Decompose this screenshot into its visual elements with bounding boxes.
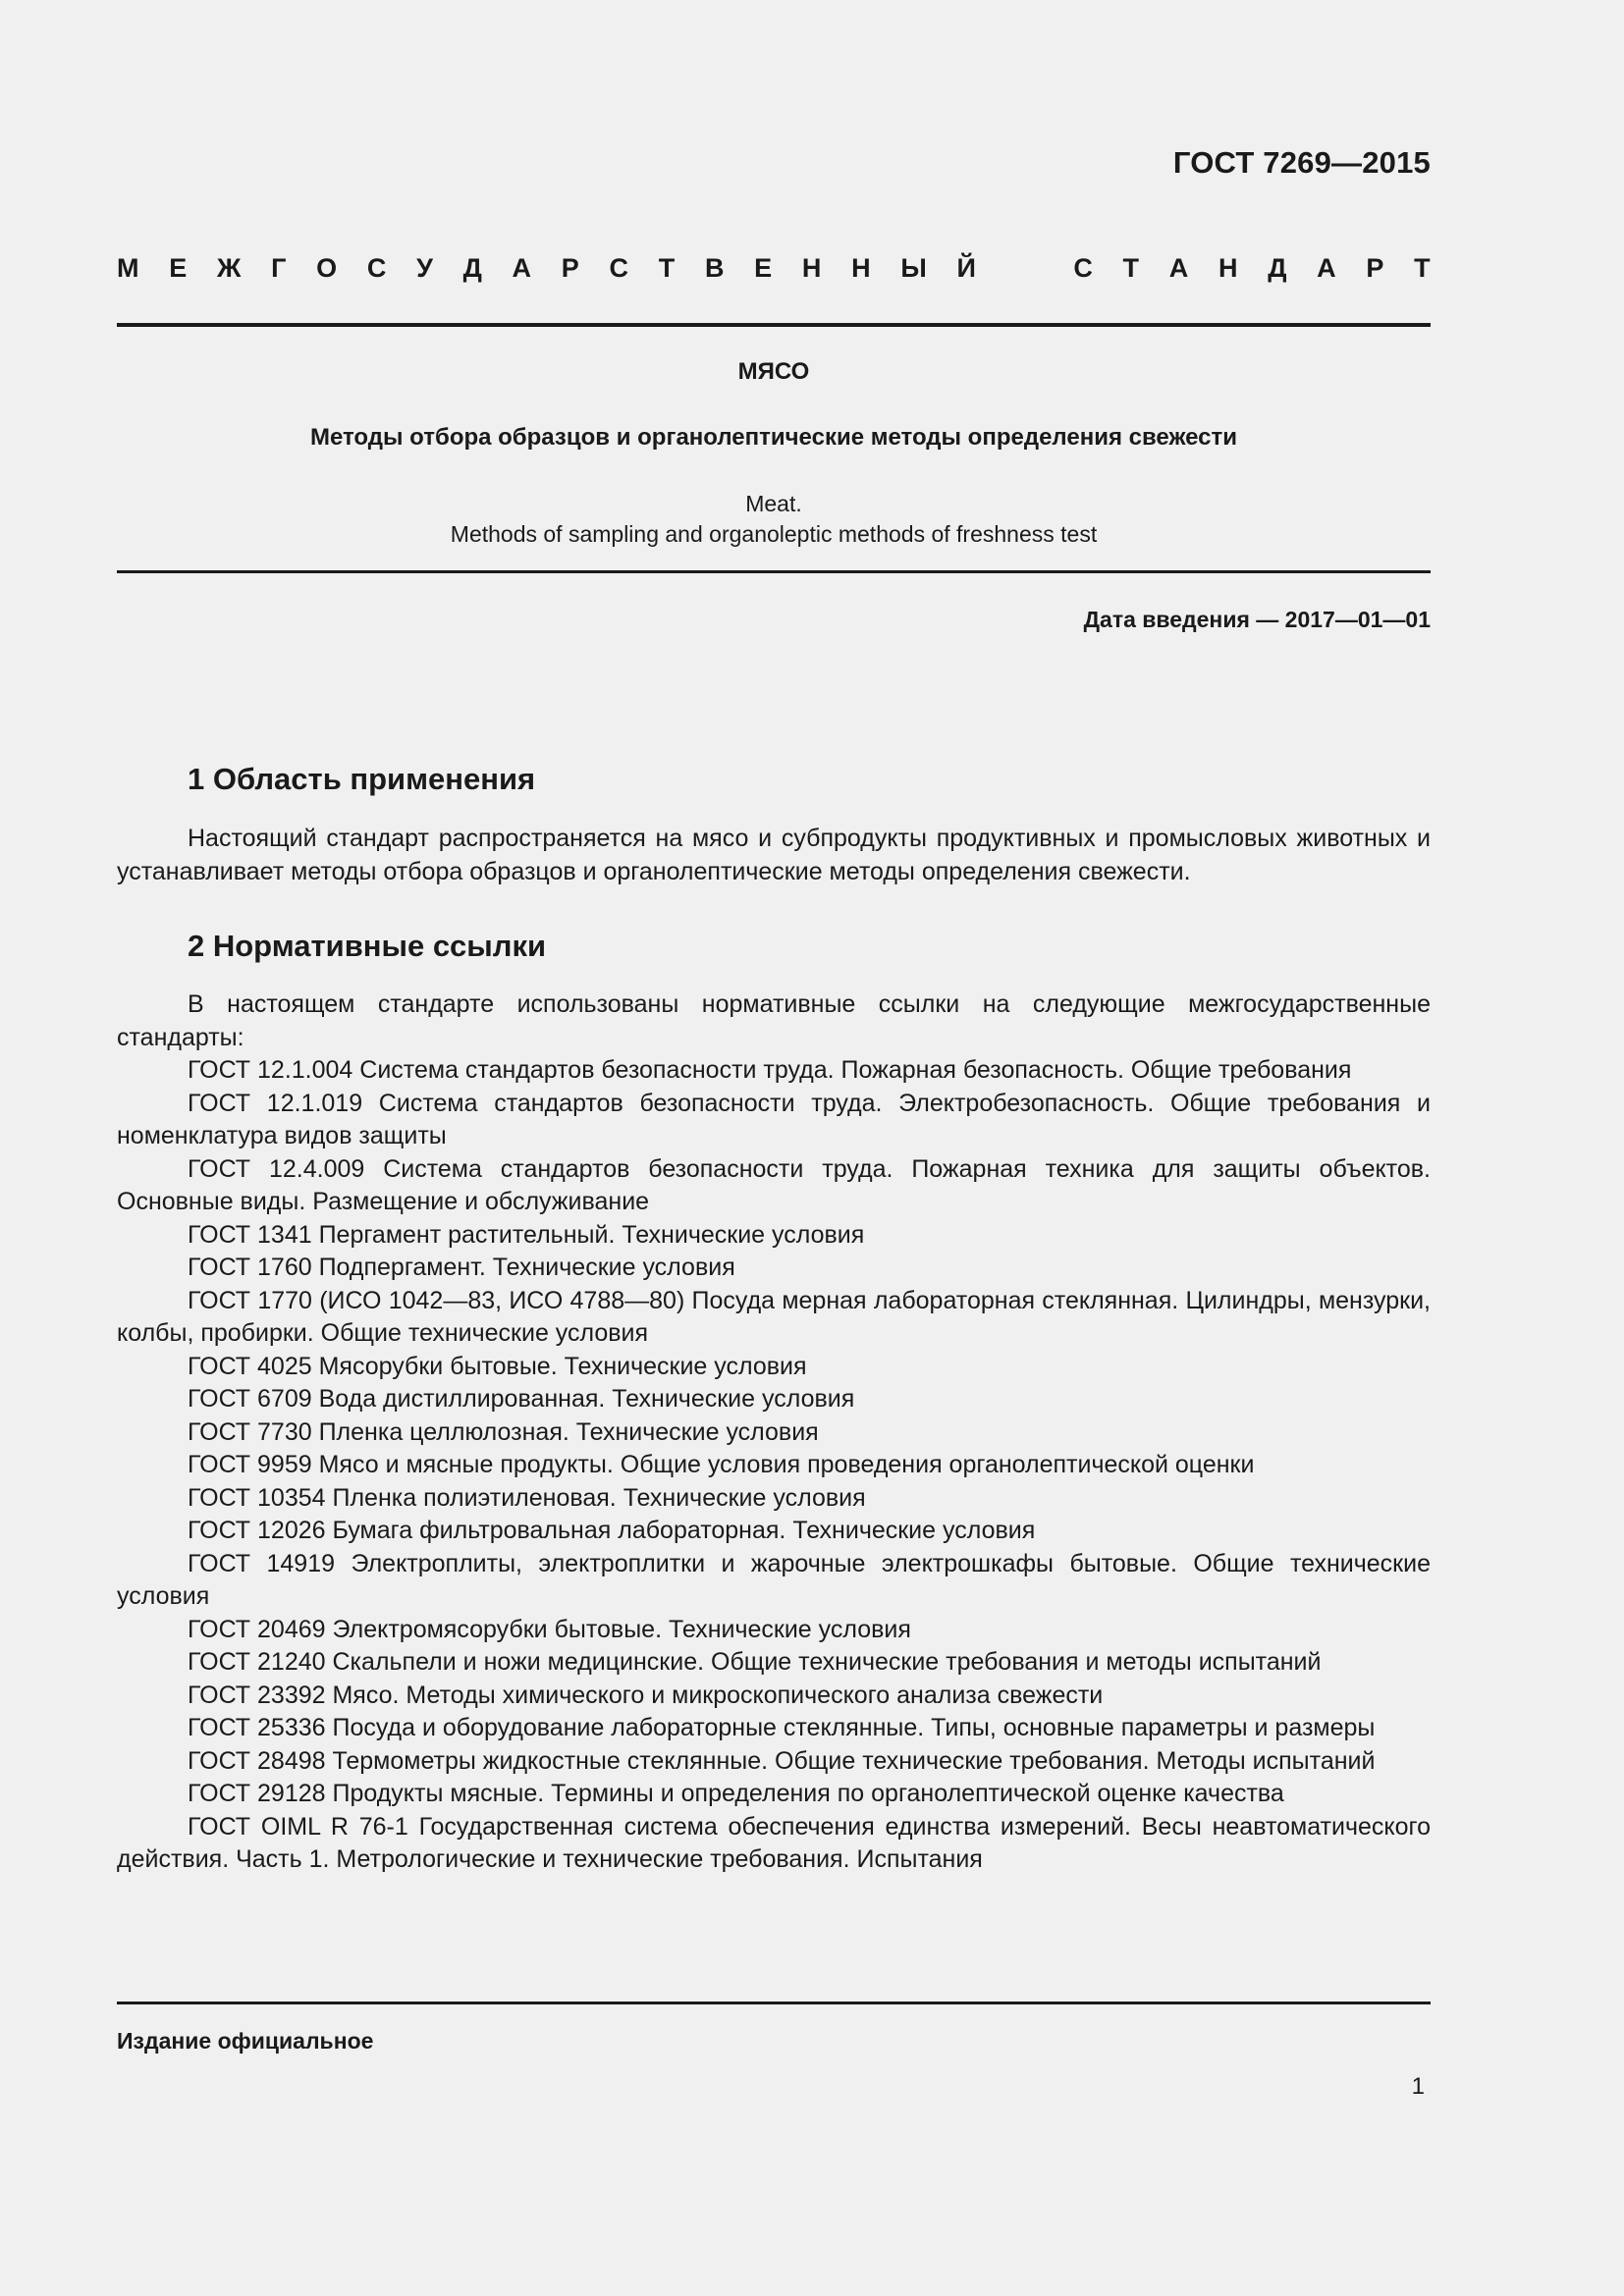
- introduction-date: Дата введения — 2017—01—01: [1083, 607, 1431, 632]
- list-item: ГОСТ 4025 Мясорубки бытовые. Технические условия: [188, 1352, 807, 1380]
- standard-type-letter: А: [512, 253, 532, 283]
- standard-type-letter: А: [1168, 253, 1189, 283]
- section-paragraph: Настоящий стандарт распространяется на мясо и субпродукты продуктивных и промысловых животных и устанавливает методы отбора образцов и органолептические методы определения свежести.: [117, 825, 1431, 885]
- document-page: [117, 0, 1431, 2296]
- list-item: ГОСТ 1341 Пергамент растительный. Технические условия: [188, 1220, 865, 1249]
- list-item: ГОСТ 29128 Продукты мясные. Термины и определения по органолептической оценке качества: [188, 1780, 1284, 1807]
- standard-type-letter: С: [609, 253, 628, 283]
- section-heading: 2 Нормативные ссылки: [188, 929, 547, 963]
- section-heading: 1 Область применения: [188, 762, 536, 796]
- standard-type-letter: В: [704, 253, 725, 283]
- top-divider: [117, 323, 1431, 327]
- edition-label: Издание официальное: [117, 2028, 374, 2054]
- standard-type-letter: Р: [561, 253, 579, 283]
- list-item: ГОСТ 9959 Мясо и мясные продукты. Общие условия проведения органолептической оценки: [188, 1451, 1255, 1478]
- standard-type-letter: У: [416, 253, 433, 283]
- list-item: ГОСТ 12.1.019 Система стандартов безопасности труда. Электробезопасность. Общие требования и номенклатура видов защиты: [117, 1089, 1431, 1149]
- list-item: ГОСТ 28498 Термометры жидкостные стеклянные. Общие технические требования. Методы испытаний: [188, 1746, 1376, 1775]
- standard-type-letter: Н: [851, 253, 871, 283]
- standard-type-letter: С: [366, 253, 387, 283]
- standard-type-letter: Д: [1268, 253, 1287, 283]
- list-item: ГОСТ 1770 (ИСО 1042—83, ИСО 4788—80) Посуда мерная лабораторная стеклянная. Цилиндры, мензурки, колбы, пробирки. Общие технические условия: [117, 1286, 1431, 1347]
- list-item: ГОСТ 20469 Электромясорубки бытовые. Технические условия: [188, 1615, 911, 1643]
- list-item: ГОСТ 21240 Скальпели и ножи медицинские. Общие технические требования и методы испытаний: [188, 1648, 1322, 1676]
- normative-references-list: [117, 988, 1431, 1877]
- list-item: ГОСТ 23392 Мясо. Методы химического и микроскопического анализа свежести: [188, 1681, 1104, 1709]
- list-item: ГОСТ 25336 Посуда и оборудование лабораторные стеклянные. Типы, основные параметры и размеры: [188, 1714, 1376, 1741]
- standard-type-letter: Т: [658, 253, 676, 283]
- list-item: ГОСТ 12.4.009 Система стандартов безопасности труда. Пожарная техника для защиты объектов. Основные виды. Размещение и обслуживание: [117, 1154, 1431, 1215]
- list-item: ГОСТ 14919 Электроплиты, электроплитки и жарочные электрошкафы бытовые. Общие технические условия: [117, 1549, 1431, 1610]
- standard-type-letter: Т: [1122, 253, 1140, 283]
- standard-type-letter: Н: [1218, 253, 1238, 283]
- standard-type-heading: [117, 253, 1431, 284]
- list-item: ГОСТ 7730 Пленка целлюлозная. Технические условия: [188, 1417, 819, 1446]
- standard-type-letter: О: [316, 253, 338, 283]
- title-divider: [117, 570, 1431, 573]
- list-item: ГОСТ OIML R 76-1 Государственная система обеспечения единства измерений. Весы неавтоматического действия. Часть 1. Метрологические и технические требования. Испытания: [117, 1812, 1431, 1873]
- standard-type-letter: Ы: [900, 253, 927, 283]
- english-title-line: Methods of sampling and organoleptic methods of freshness test: [450, 521, 1098, 547]
- standard-type-letter: Ж: [216, 253, 242, 283]
- list-item: ГОСТ 1760 Подпергамент. Технические условия: [188, 1254, 735, 1281]
- standard-type-letter: Е: [169, 253, 188, 283]
- standard-type-letter: М: [117, 253, 139, 283]
- standard-type-letter: Д: [462, 253, 482, 283]
- footer-divider: [117, 2002, 1431, 2004]
- list-item: ГОСТ 12.1.004 Система стандартов безопасности труда. Пожарная безопасность. Общие требования: [188, 1056, 1352, 1084]
- list-item: В настоящем стандарте использованы нормативные ссылки на следующие межгосударственные стандарты:: [117, 990, 1431, 1051]
- standard-type-word-gap: [1006, 253, 1044, 284]
- standard-type-letter: Г: [271, 253, 287, 283]
- standard-type-letter: А: [1317, 253, 1336, 283]
- standard-type-letter: Р: [1366, 253, 1384, 283]
- standard-type-letter: Т: [1414, 253, 1431, 283]
- english-title-line: Meat.: [745, 491, 802, 516]
- standard-type-letter: Е: [754, 253, 773, 283]
- english-title: [117, 489, 1431, 550]
- page-number: 1: [1411, 2073, 1425, 2100]
- list-item: ГОСТ 12026 Бумага фильтровальная лабораторная. Технические условия: [188, 1517, 1036, 1544]
- document-code: ГОСТ 7269—2015: [1172, 145, 1431, 180]
- standard-type-letter: Й: [956, 253, 976, 283]
- document-title: МЯСО: [737, 358, 810, 385]
- standard-type-letter: Н: [801, 253, 822, 283]
- standard-type-letter: С: [1073, 253, 1093, 283]
- list-item: ГОСТ 6709 Вода дистиллированная. Технические условия: [188, 1385, 855, 1413]
- document-subtitle: Методы отбора образцов и органолептические методы определения свежести: [309, 424, 1238, 451]
- list-item: ГОСТ 10354 Пленка полиэтиленовая. Технические условия: [188, 1483, 866, 1512]
